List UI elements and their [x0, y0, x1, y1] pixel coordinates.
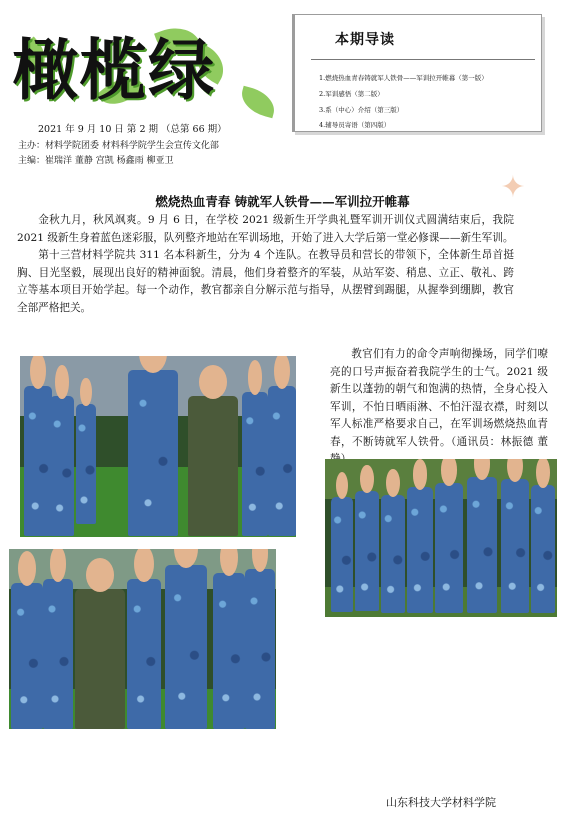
paragraph: 第十三营材料学院共 311 名本科新生，分为 4 个连队。在教导员和营长的带领下，全体新生昂首挺胸、目光坚毅，展现出良好的精神面貌。清晨，他们身着整齐的军装，从站军姿、稍息、立正、敬礼、跨立等基本项目开始学起。每一个动作，教官都亲自分解示范与指导，从摆臂到踢腿，从握拳到绷脚，教官全部严格把关。	[17, 249, 514, 314]
article-title: 燃烧热血青春 铸就军人铁骨——军训拉开帷幕	[155, 194, 410, 209]
issue-line: 2021 年 9 月 10 日 第 2 期 （总第 66 期）	[38, 124, 227, 135]
photo-marching-formation	[325, 459, 557, 617]
masthead-title: 橄榄绿	[12, 32, 216, 109]
masthead-logo	[8, 20, 293, 125]
sponsor-line: 主办：材料学院团委 材料科学院学生会宣传文化部	[18, 141, 219, 151]
photo-training-inspection	[20, 356, 296, 537]
toc-title: 本期导读	[335, 32, 395, 48]
toc-item: 4.辅导员寄语（第四版）	[319, 121, 391, 129]
paragraph: 金秋九月，秋风飒爽。9 月 6 日，在学校 2021 级新生开学典礼暨军训开训仪式圆满结束后，我院 2021 级新生身着蓝色迷彩服，队列整齐地站在军训场地，开始了进入大学后第一堂必修课——新生军训。	[17, 214, 514, 244]
sparkle-icon: ✦	[500, 170, 526, 205]
paragraph: 教官们有力的命令声响彻操场，同学们嘹亮的口号声振奋着我院学生的士气。2021 级新生以蓬勃的朝气和饱满的热情，全身心投入军训，不怕日晒雨淋、不怕汗湿衣襟，时刻以军人标准严格要求自己，在军训场燃烧热血青春，不断铸就军人铁骨。（通讯员：林振德 董	[330, 348, 548, 448]
toc-divider	[311, 59, 535, 60]
footer-org: 山东科技大学材料学院	[386, 796, 496, 809]
toc-item: 2.军训感悟（第二版）	[319, 90, 384, 98]
side-column-text	[330, 346, 548, 469]
photo-instructor-correction	[9, 549, 276, 729]
table-of-contents	[292, 14, 542, 132]
article-body	[17, 212, 514, 317]
toc-item: 1.燃烧热血青春铸就军人铁骨——军训拉开帷幕（第一版）	[319, 74, 488, 82]
leaf-decoration	[238, 86, 279, 118]
toc-item: 3.系（中心）介绍（第三版）	[319, 106, 404, 114]
editors-line: 主编：崔瑞洋 董静 宫凯 杨鑫雨 柳亚卫	[18, 156, 174, 166]
